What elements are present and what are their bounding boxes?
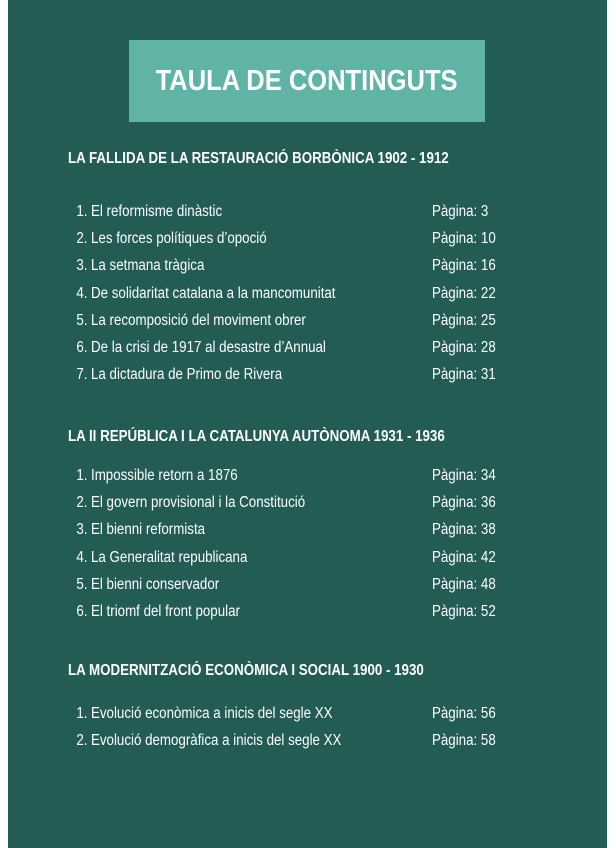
entry-title: La Generalitat republicana — [91, 548, 248, 566]
toc-entry[interactable] — [72, 598, 512, 625]
entry-title: De la crisi de 1917 al desastre d’Annual — [91, 338, 326, 356]
entry-title: El reformisme dinàstic — [91, 203, 223, 220]
entry-title: De solidaritat catalana a la mancomunitat — [91, 284, 336, 302]
toc-entry[interactable] — [72, 516, 512, 543]
section-item-list — [72, 700, 512, 754]
entry-title: La dictadura de Primo de Rivera — [91, 366, 283, 384]
entry-title: Evolució econòmica a inicis del segle XX — [91, 705, 333, 722]
entry-page: Pàgina: 56 — [432, 705, 496, 722]
toc-entry[interactable] — [72, 280, 512, 307]
entry-title: Les forces polítiques d’opoció — [91, 230, 267, 248]
toc-entry[interactable] — [72, 571, 512, 598]
entry-title: El govern provisional i la Constitució — [91, 494, 306, 512]
toc-entry[interactable] — [72, 252, 512, 279]
entry-page: Pàgina: 22 — [432, 284, 496, 302]
entry-title: El bienni reformista — [91, 521, 206, 539]
entry-number: 5. — [76, 575, 88, 593]
section-heading: LA II REPÚBLICA I LA CATALUNYA AUTÒNOMA 1931 - 1936 — [68, 428, 445, 445]
toc-entry[interactable] — [72, 334, 512, 361]
title-banner — [129, 40, 485, 122]
entry-page: Pàgina: 36 — [432, 494, 496, 512]
entry-title: La recomposició del moviment obrer — [91, 311, 306, 329]
entry-page: Pàgina: 48 — [432, 575, 496, 593]
entry-number: 1. — [76, 467, 88, 484]
entry-page: Pàgina: 10 — [432, 230, 496, 248]
entry-number: 4. — [76, 284, 88, 302]
toc-entry[interactable] — [72, 307, 512, 334]
entry-number: 2. — [76, 494, 88, 512]
entry-page: Pàgina: 3 — [432, 203, 489, 220]
entry-title: Evolució demogràfica a inicis del segle XX — [91, 732, 342, 750]
entry-number: 1. — [76, 203, 88, 220]
entry-number: 1. — [76, 705, 88, 722]
entry-page: Pàgina: 28 — [432, 338, 496, 356]
toc-entry[interactable] — [72, 700, 512, 727]
table-of-contents-page — [8, 0, 607, 848]
entry-page: Pàgina: 34 — [432, 467, 496, 484]
entry-page: Pàgina: 38 — [432, 521, 496, 539]
entry-page: Pàgina: 25 — [432, 311, 496, 329]
entry-title: El triomf del front popular — [91, 602, 240, 620]
toc-entry[interactable] — [72, 361, 512, 388]
toc-entry[interactable] — [72, 544, 512, 571]
section-heading: LA MODERNITZACIÓ ECONÒMICA I SOCIAL 1900 - 1930 — [68, 662, 424, 679]
section-item-list — [72, 462, 512, 625]
entry-number: 6. — [76, 338, 88, 356]
toc-entry[interactable] — [72, 462, 512, 489]
toc-entry[interactable] — [72, 727, 512, 754]
toc-entry[interactable] — [72, 489, 512, 516]
entry-number: 3. — [76, 257, 88, 275]
entry-number: 3. — [76, 521, 88, 539]
entry-title: El bienni conservador — [91, 575, 220, 593]
entry-title: Impossible retorn a 1876 — [91, 467, 238, 484]
toc-entry[interactable] — [72, 225, 512, 252]
entry-number: 6. — [76, 602, 88, 620]
entry-number: 7. — [76, 366, 88, 384]
entry-number: 4. — [76, 548, 88, 566]
entry-page: Pàgina: 58 — [432, 732, 496, 750]
page-title: TAULA DE CONTINGUTS — [156, 64, 458, 97]
entry-page: Pàgina: 52 — [432, 602, 496, 620]
entry-page: Pàgina: 31 — [432, 366, 496, 384]
section-item-list — [72, 198, 512, 388]
entry-number: 2. — [76, 732, 88, 750]
entry-number: 2. — [76, 230, 88, 248]
section-heading: LA FALLIDA DE LA RESTAURACIÓ BORBÒNICA 1902 - 1912 — [68, 150, 449, 167]
entry-page: Pàgina: 42 — [432, 548, 496, 566]
toc-entry[interactable] — [72, 198, 512, 225]
entry-title: La setmana tràgica — [91, 257, 205, 275]
entry-page: Pàgina: 16 — [432, 257, 496, 275]
entry-number: 5. — [76, 311, 88, 329]
